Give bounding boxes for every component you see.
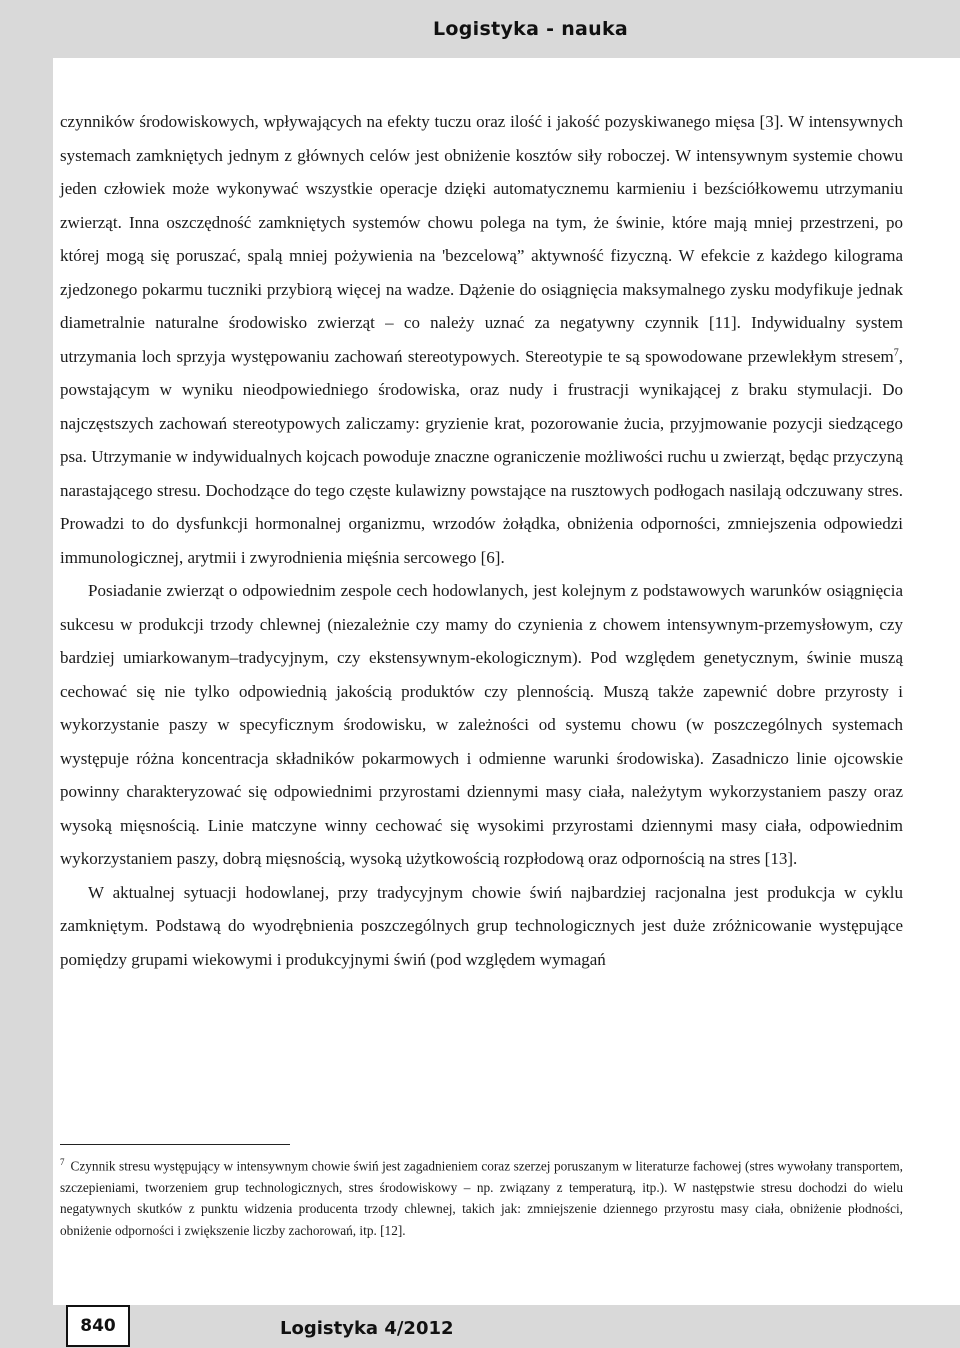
- footnote-number: 7: [60, 1157, 65, 1167]
- paragraph-1: [60, 105, 903, 574]
- footnote-text: Czynnik stresu występujący w intensywnym chowie świń jest zagadnieniem coraz szerzej poruszanym w literaturze fachowej (stres wywołany transportem, szczepieniami, tworzeniem grup technologicznych, stres środowiskowy – np. związany z temperaturą, itp.). W następstwie stresu dochodzi do wielu negatywnych skutków z punktu widzenia producenta trzody chlewnej, takich jak: zmniejszenie dziennego przyrostu masy ciała, obniżenie płodności, obniżenie odporności i zwiększenie liczby zachorowań, itp. [12].: [60, 1158, 903, 1238]
- running-header: [53, 0, 960, 58]
- footer-band: [53, 1305, 960, 1348]
- paragraph-3: W aktualnej sytuacji hodowlanej, przy tradycyjnym chowie świń najbardziej racjonalna jest produkcja w cyklu zamkniętym. Podstawą do wyodrębnienia poszczególnych grup technologicznych jest duże zróżnicowanie występujące pomiędzy grupami wiekowymi i produkcyjnymi świń (pod względem wymagań: [60, 882, 903, 969]
- body-text: [60, 105, 903, 976]
- footnote-divider: [60, 1144, 290, 1145]
- paragraph-1-text-cont: , powstającym w wyniku nieodpowiedniego środowiska, oraz nudy i frustracji wynikającej z braku stymulacji. Do najczęstszych zachowań stereotypowych zaliczamy: gryzienie krat, pozorowanie żucia, przyjmowanie pozycji siedzącego psa. Utrzymanie w indywidualnych kojcach powoduje znaczne ograniczenie możliwości ruchu u zwierząt, będąc przyczyną narastającego stresu. Dochodzące do tego częste kulawizny powstające na rusztowych podłogach nasilają odczuwany stres. Prowadzi to do dysfunkcji hormonalnej organizmu, wrzodów żołądka, obniżenia odporności, zmniejszenia odpowiedzi immunologicznej, arytmii i zwyrodnienia mięśnia sercowego [6].: [60, 346, 903, 567]
- page-number: 840: [66, 1305, 130, 1347]
- paragraph-2: Posiadanie zwierząt o odpowiednim zespole cech hodowlanych, jest kolejnym z podstawowych warunków osiągnięcia sukcesu w produkcji trzody chlewnej (niezależnie czy mamy do czynienia z chowem intensywnym-przemysłowym, czy bardziej umiarkowanym–tradycyjnym, czy ekstensywnym-ekologicznym). Pod względem genetycznym, świnie muszą cechować się nie tylko odpowiednią jakością produktów czy plennością. Muszą także zapewnić dobre przyrosty i wykorzystanie paszy w specyficznym środowisku, w zależności od systemu chowu (w poszczególnych systemach występuje różna koncentracja składników pokarmowych i odmienne warunki środowiska). Zasadniczo linie ojcowskie powinny charakteryzować się odpowiednimi przyrostami dziennymi masy ciała, należytym wykorzystaniem paszy oraz wysoką mięsnością. Linie matczyne winny cechować się wysokimi przyrostami dziennymi masy ciała, odpowiednim wykorzystaniem paszy, dobrą mięsnością, wysoką użytkowością rozpłodową oraz odpornością na stres [13].: [60, 581, 903, 868]
- footnote-ref[interactable]: 7: [893, 346, 899, 358]
- journal-title: Logistyka 4/2012: [280, 1318, 454, 1339]
- paragraph-1-text: czynników środowiskowych, wpływających na efekty tuczu oraz ilość i jakość pozyskiwanego mięsa [3]. W intensywnych systemach zamkniętych jednym z głównych celów jest obniżenie kosztów siły roboczej. W intensywnym systemie chowu jeden człowiek może wykonywać wszystkie operacje dzięki automatycznemu karmieniu i bezściółkowemu utrzymaniu zwierząt. Inna oszczędność zamkniętych systemów chowu polega na tym, że świnie, które mają mniej przestrzeni, po której mogą się poruszać, spalą mniej pożywienia na 'bezcelową” aktywność fizyczną. W efekcie z każdego kilograma zjedzonego pokarmu tuczniki przybiorą więcej na wadze. Dążenie do osiągnięcia maksymalnego zysku modyfikuje jednak diametralnie naturalne środowisko zwierząt – co należy uznać za negatywny czynnik [11]. Indywidualny system utrzymania loch sprzyja występowaniu zachowań stereotypowych. Stereotypie te są spowodowane przewlekłym stresem: [60, 112, 903, 366]
- footnote: [60, 1152, 903, 1241]
- header-title: Logistyka - nauka: [433, 18, 629, 40]
